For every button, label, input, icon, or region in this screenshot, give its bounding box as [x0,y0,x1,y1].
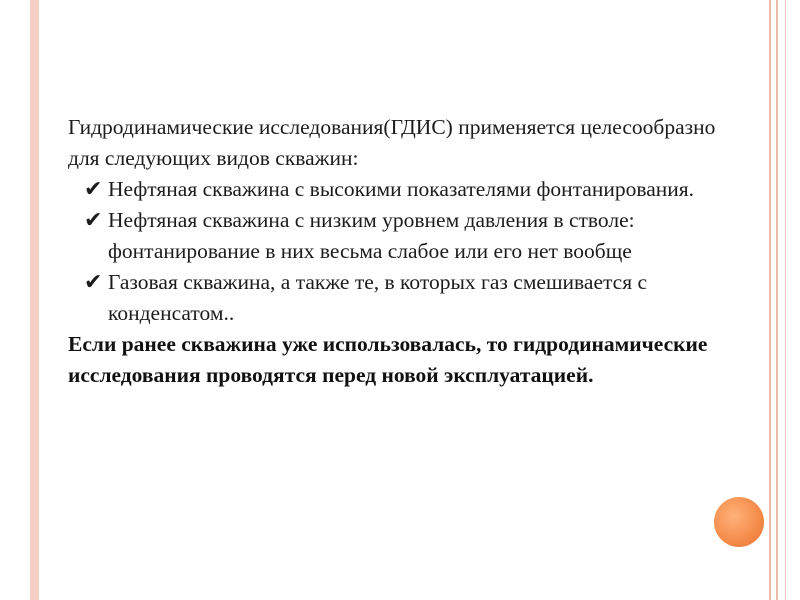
orange-circle-decoration [714,497,764,547]
right-decorative-stripe-inner [776,0,778,600]
list-item-text: Нефтяная скважина с высокими показателями фонтанирования. [108,177,695,201]
list-item [70,174,718,205]
conclusion-text: Если ранее скважина уже использовалась, то гидродинамические исследования проводятся перед новой эксплуатацией. [68,332,708,387]
intro-text: Гидродинамические исследования(ГДИС) применяется целесообразно для следующих видов скважин: [68,115,716,170]
list-item-text: Газовая скважина, а также те, в которых газ смешивается с конденсатом.. [108,270,648,325]
list-item [70,205,718,267]
left-decorative-stripe [30,0,39,600]
right-decorative-stripe [769,0,771,600]
slide-content [68,112,718,391]
list-item-text: Нефтяная скважина с низким уровнем давления в стволе: фонтанирование в них весьма слабое или его нет вообще [108,208,635,263]
check-icon: ✔ [84,270,103,295]
bullet-list [68,174,718,329]
check-icon: ✔ [84,177,103,202]
right-decorative-line [785,0,786,600]
check-icon: ✔ [84,208,103,233]
list-item [70,267,718,329]
